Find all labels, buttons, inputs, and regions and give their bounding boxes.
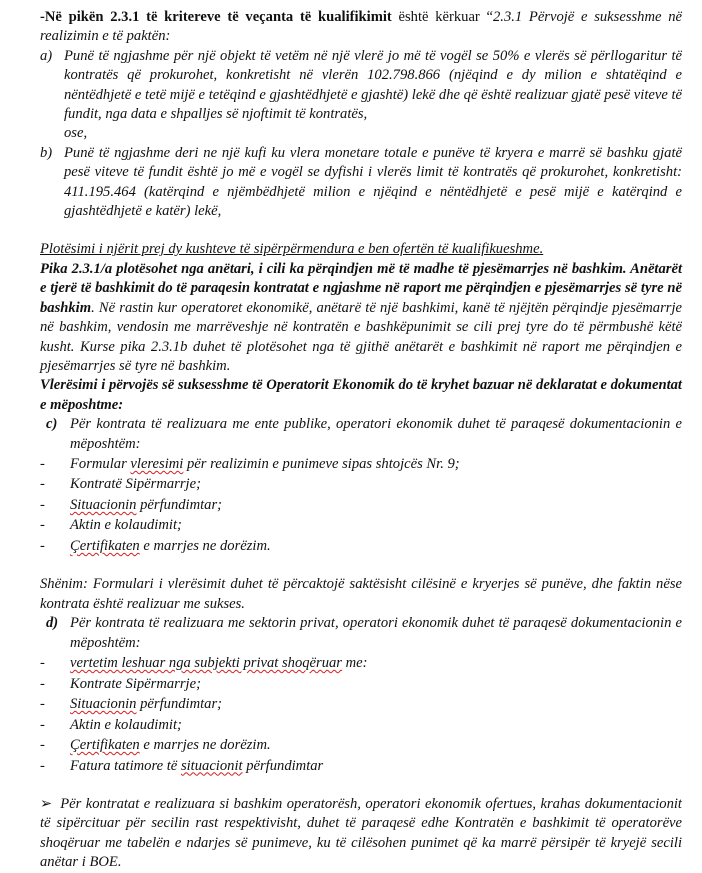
list-item [40,495,682,516]
item-text: e marrjes ne dorëzim. [139,537,271,554]
list-item [40,756,682,777]
spellcheck-word: situacionit [180,757,243,774]
joint-venture-bold: Pika 2.3.1/a plotësohet nga anëtari, i cili ka përqindjen më të madhe të pjesëmarrjes në bashkim. Anëtarët e tjerë të bashkimit do të paraqesin kontratat e ngjashme në raport me përqindjen e pjesëmarrjes së tyre në bashkim [40,260,682,316]
list-item [40,474,682,495]
dash-marker: - [40,716,45,733]
spellcheck-word: Situacionin [70,696,137,713]
dash-marker: - [40,496,45,513]
intro-lead-normal: është kërkuar “ [391,9,493,25]
public-text: Për kontrata të realizuara me ente publike, operatori ekonomik duhet të paraqesë dokumentacionin e mëposhtëm: [70,416,682,452]
list-item [40,694,682,715]
dash-marker: - [40,696,45,713]
item-text: Kontrate Sipërmarrje; [70,675,201,692]
item-text: përfundimtar; [136,696,223,713]
dash-marker: - [40,737,45,754]
consortium-paragraph [40,795,682,873]
condition-note: Plotësimi i njërit prej dy kushteve të sipërpërmendura e ben ofertën të kualifikueshme. [40,241,544,258]
consortium-text: Për kontratat e realizuara si bashkim operatorësh, operatori ekonomik ofertues, krahas dokumentacionit të sipërcituar për secilin rast respektivisht, duhet të paraqesë edhe Kontratën e bashkimit të operatorëve shoqëruar me tabelën e ndarjes së punimeve, ku të cilësohen punimet që ka marrë përsipër të kryejë secili anëtar i BOE. [40,796,682,871]
criterion-text: Punë të ngjashme deri ne një kufi ku vlera monetare totale e punëve të kryera e marrë së bashku gjatë pesë viteve të fundit është jo më e vogël se dyfishi i vlerës limit të kontratës që prokurohet, konkretisht: 411.195.464 (katërqind e njëmbëdhjetë milion e njëqind e nëntëdhjetë e pesë mijë e katërqind e gjashtëdhjetë e katër) lekë, [64,144,682,220]
item-text: për realizimin e punimeve sipas shtojcës Nr. 9; [183,455,460,472]
intro-lead-italic: 2.3.1 Përvojë e suksesshme në realizimin e të paktën: [40,9,682,45]
list-item [40,674,682,695]
evaluation-heading: Vlerësimi i përvojës së suksesshme të Operatorit Ekonomik do të kryhet bazuar në deklaratat e dokumentat e mëposhtme: [40,377,682,413]
spacer [40,556,682,575]
item-text: Aktin e kolaudimit; [70,517,182,534]
item-text: Kontratë Sipërmarrje; [70,476,201,493]
dash-marker: - [40,476,45,493]
spellcheck-word: Çertifikaten [70,537,140,554]
criterion-suffix: ose, [64,125,88,142]
dash-marker: - [40,757,45,774]
spacer [40,776,682,795]
public-documents-list [40,454,682,557]
joint-venture-italic: . Në rastin kur operatoret ekonomikë, anëtarë të një bashkimi, kanë të njëjtën përqindje pjesëmarrje në bashkim, vendosin me marrëveshje në kontratën e bashkëpunimit se cili prej tyre do të përmbushë këtë kusht. Kurse pika 2.3.1b duhet të plotësohet nga të gjithë anëtarët e bashkimit në raport me përqindjen e pjesëmarrjes së tyre në bashkim. [40,299,682,374]
item-text: përfundimtar; [136,496,223,513]
item-text: përfundimtar [242,757,324,774]
public-label: c) [46,416,58,433]
item-text: Formular [70,455,131,472]
dash-marker: - [40,655,45,672]
item-text: e marrjes ne dorëzim. [139,737,271,754]
spellcheck-word: Çertifikaten [70,737,140,754]
list-item [40,735,682,756]
criterion-b [40,144,682,222]
intro-paragraph [40,8,682,47]
criterion-a [40,47,682,144]
intro-lead-bold: -Në pikën 2.3.1 të kritereve të veçanta të kualifikimit [40,9,392,25]
spacer [40,221,682,240]
list-item [40,515,682,536]
spellcheck-word: Situacionin [70,496,137,513]
evaluation-note: Shënim: Formulari i vlerësimit duhet të përcaktojë saktësisht cilësinë e kryerjes së punëve, dhe faktin nëse kontrata është realizuar me sukses. [40,576,682,612]
dash-marker: - [40,517,45,534]
item-text: me: [341,655,368,672]
dash-marker: - [40,455,45,472]
arrow-bullet-icon: ➢ [40,796,53,813]
item-text: Fatura tatimore të [70,757,181,774]
private-documents-list [40,653,682,776]
joint-venture-paragraph [40,260,682,376]
spellcheck-word: vleresimi [130,455,184,472]
dash-marker: - [40,537,45,554]
private-label: d) [46,615,59,632]
criterion-label: b) [40,144,53,161]
public-contracts-item [40,415,682,454]
list-item [40,715,682,736]
item-text: Aktin e kolaudimit; [70,716,182,733]
criterion-text: Punë të ngjashme për një objekt të vetëm në një vlerë jo më të vogël se 50% e vlerës së përllogaritur të kontratës që prokurohet, konkretisht në vlerën 102.798.866 (njëqind e dy milion e shtatëqind e nëntëdhjetë e tetë mijë e tetëqind e gjashtëdhjetë e gjashtë) lekë dhe që është realizuar gjatë pesë viteve të fundit, nga data e shpalljes së njoftimit të kontratës, [64,47,682,123]
criterion-label: a) [40,47,53,64]
private-text: Për kontrata të realizuara me sektorin privat, operatori ekonomik duhet të paraqesë dokumentacionin e mëposhtëm: [70,615,682,651]
list-item [40,454,682,475]
private-contracts-item [40,614,682,653]
spellcheck-word: vertetim leshuar nga subjekti privat shoqëruar [70,655,342,672]
dash-marker: - [40,675,45,692]
list-item [40,536,682,557]
list-item [40,653,682,674]
